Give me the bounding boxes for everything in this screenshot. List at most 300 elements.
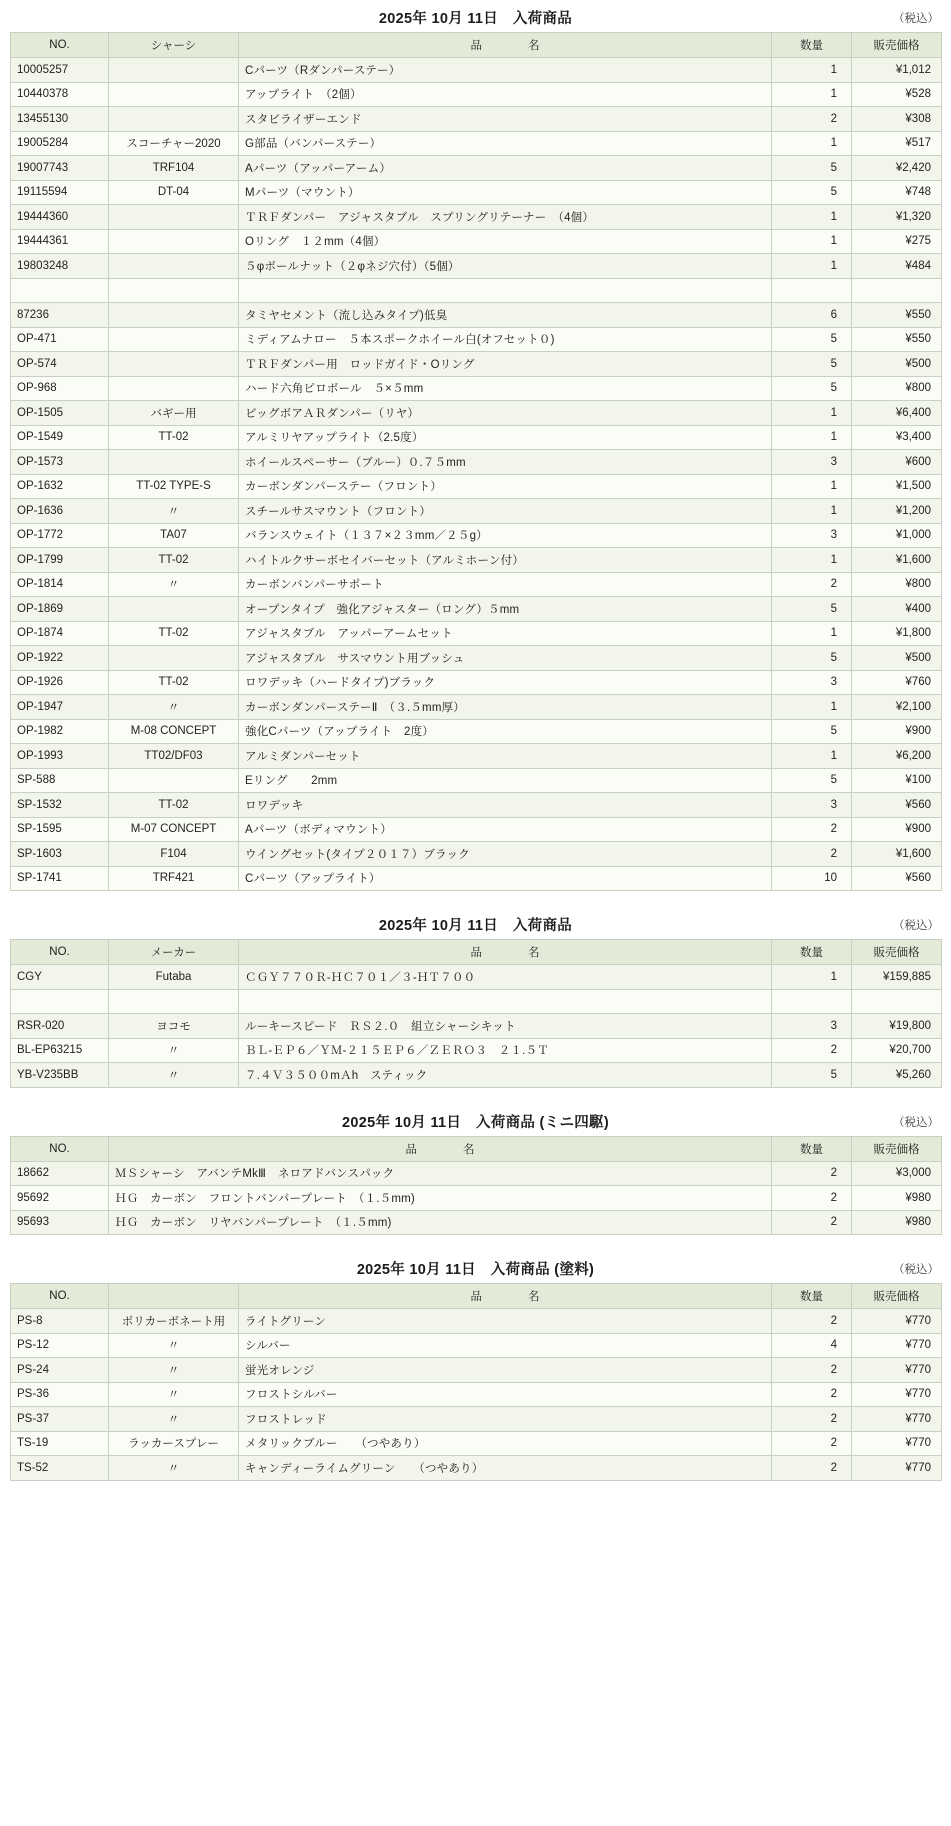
cell-name: ７.４Ｖ３５００mＡh スティック <box>239 1063 772 1088</box>
cell-chassis: DT-04 <box>109 180 239 205</box>
cell-no: SP-1741 <box>11 866 109 891</box>
cell-name: Eリング 2mm <box>239 768 772 793</box>
cell-name: ＢＬ-ＥＰ６／ＹＭ-２１５ＥＰ６／ＺＥＲＯ３ ２１.５Ｔ <box>239 1038 772 1063</box>
cell-chassis: TT-02 TYPE-S <box>109 474 239 499</box>
cell-name: ホイールスペーサー（ブルー）０.７５mm <box>239 450 772 475</box>
cell-name: Cパーツ（アップライト） <box>239 866 772 891</box>
cell-chassis: 〃 <box>109 1358 239 1383</box>
cell-chassis <box>109 646 239 671</box>
cell-qty: 5 <box>772 327 852 352</box>
cell-qty: 4 <box>772 1333 852 1358</box>
cell-chassis <box>109 205 239 230</box>
cell-price: ¥528 <box>852 82 942 107</box>
cell-name: Cパーツ（Rダンパーステー） <box>239 58 772 83</box>
section-header <box>10 1257 941 1283</box>
table-row <box>11 58 942 83</box>
cell-name: 強化Cパーツ（アップライト 2度） <box>239 719 772 744</box>
cell-qty <box>772 278 852 303</box>
cell-chassis <box>109 768 239 793</box>
cell-chassis: スコーチャー2020 <box>109 131 239 156</box>
cell-no: SP-1532 <box>11 793 109 818</box>
table-row <box>11 131 942 156</box>
cell-name: ＴＲＦダンパー アジャスタブル スプリングリテーナー （4個） <box>239 205 772 230</box>
section-title: 2025年 10月 11日 入荷商品 <box>378 918 573 934</box>
table-header-row <box>11 940 942 965</box>
table-row <box>11 499 942 524</box>
cell-qty: 2 <box>772 1456 852 1481</box>
cell-name: タミヤセメント（流し込みタイプ)低臭 <box>239 303 772 328</box>
table-header-row <box>11 33 942 58</box>
cell-no: SP-588 <box>11 768 109 793</box>
table-row <box>11 548 942 573</box>
table-row <box>11 1161 942 1186</box>
cell-chassis <box>109 376 239 401</box>
cell-price: ¥550 <box>852 303 942 328</box>
cell-chassis <box>109 229 239 254</box>
table-row <box>11 1333 942 1358</box>
cell-price: ¥275 <box>852 229 942 254</box>
table-row <box>11 670 942 695</box>
cell-chassis: TT-02 <box>109 670 239 695</box>
cell-qty: 2 <box>772 1309 852 1334</box>
cell-price: ¥1,200 <box>852 499 942 524</box>
cell-qty: 2 <box>772 1358 852 1383</box>
cell-chassis: 〃 <box>109 1038 239 1063</box>
cell-price: ¥484 <box>852 254 942 279</box>
cell-name: アップライト （2個） <box>239 82 772 107</box>
column-header-qty: 数量 <box>772 1136 852 1161</box>
cell-no: 87236 <box>11 303 109 328</box>
cell-qty: 2 <box>772 842 852 867</box>
cell-price: ¥3,400 <box>852 425 942 450</box>
cell-no: 19803248 <box>11 254 109 279</box>
cell-price: ¥770 <box>852 1382 942 1407</box>
cell-chassis: TT-02 <box>109 621 239 646</box>
cell-no: OP-1549 <box>11 425 109 450</box>
cell-no: 19115594 <box>11 180 109 205</box>
cell-chassis: F104 <box>109 842 239 867</box>
cell-no: BL-EP63215 <box>11 1038 109 1063</box>
cell-name: ハード六角ピロボール ５×５mm <box>239 376 772 401</box>
cell-name: Oリング １２mm（4個） <box>239 229 772 254</box>
cell-price <box>852 278 942 303</box>
cell-name: ＨＧ カーボン フロントバンパープレート （１.５mm) <box>109 1186 772 1211</box>
cell-price: ¥3,000 <box>852 1161 942 1186</box>
cell-name: ライトグリーン <box>239 1309 772 1334</box>
table-row <box>11 180 942 205</box>
cell-price: ¥800 <box>852 376 942 401</box>
cell-price: ¥980 <box>852 1186 942 1211</box>
cell-qty: 5 <box>772 719 852 744</box>
cell-price: ¥308 <box>852 107 942 132</box>
table-row <box>11 866 942 891</box>
cell-name: メタリックブルー （つやあり） <box>239 1431 772 1456</box>
cell-chassis <box>109 327 239 352</box>
cell-chassis <box>109 989 239 1014</box>
cell-chassis <box>109 82 239 107</box>
cell-name: ＭＳシャーシ アバンテMkⅢ ネロアドバンスパック <box>109 1161 772 1186</box>
cell-no: SP-1603 <box>11 842 109 867</box>
cell-qty: 3 <box>772 670 852 695</box>
cell-no: OP-1772 <box>11 523 109 548</box>
cell-name: フロストレッド <box>239 1407 772 1432</box>
table-row <box>11 817 942 842</box>
column-header-no: NO. <box>11 1284 109 1309</box>
cell-price: ¥2,420 <box>852 156 942 181</box>
cell-qty: 2 <box>772 1407 852 1432</box>
cell-no: 19444361 <box>11 229 109 254</box>
cell-name: カーボンバンパーサポート <box>239 572 772 597</box>
inventory-section <box>10 1110 941 1236</box>
cell-price: ¥1,012 <box>852 58 942 83</box>
cell-no: OP-1505 <box>11 401 109 426</box>
section-title: 2025年 10月 11日 入荷商品 (塗料) <box>356 1262 595 1278</box>
cell-name <box>239 278 772 303</box>
table-row <box>11 695 942 720</box>
table-spacer-row <box>11 989 942 1014</box>
table-row <box>11 352 942 377</box>
cell-no: OP-1814 <box>11 572 109 597</box>
inventory-table <box>10 1283 942 1481</box>
cell-chassis: TT02/DF03 <box>109 744 239 769</box>
inventory-table <box>10 939 942 1088</box>
cell-qty: 2 <box>772 1382 852 1407</box>
cell-qty: 5 <box>772 352 852 377</box>
column-header-chassis: メーカー <box>109 940 239 965</box>
cell-chassis: Futaba <box>109 965 239 990</box>
cell-qty: 2 <box>772 1038 852 1063</box>
cell-price: ¥400 <box>852 597 942 622</box>
cell-no: 10440378 <box>11 82 109 107</box>
cell-name: ウイングセット(タイプ２０１７）ブラック <box>239 842 772 867</box>
cell-price: ¥1,600 <box>852 548 942 573</box>
table-row <box>11 107 942 132</box>
column-header-price: 販売価格 <box>852 1284 942 1309</box>
cell-name: アジャスタブル アッパーアームセット <box>239 621 772 646</box>
cell-name: ５φボールナット（２φネジ穴付）（5個） <box>239 254 772 279</box>
column-header-qty: 数量 <box>772 1284 852 1309</box>
cell-no: CGY <box>11 965 109 990</box>
cell-qty: 1 <box>772 229 852 254</box>
cell-no: OP-968 <box>11 376 109 401</box>
cell-no: RSR-020 <box>11 1014 109 1039</box>
cell-name: Aパーツ（アッパーアーム） <box>239 156 772 181</box>
table-row <box>11 1186 942 1211</box>
cell-chassis: ポリカーボネート用 <box>109 1309 239 1334</box>
cell-price: ¥1,800 <box>852 621 942 646</box>
cell-qty: 2 <box>772 1210 852 1235</box>
cell-no: 95693 <box>11 1210 109 1235</box>
cell-chassis: TT-02 <box>109 793 239 818</box>
table-row <box>11 523 942 548</box>
column-header-qty: 数量 <box>772 940 852 965</box>
cell-price: ¥500 <box>852 646 942 671</box>
cell-chassis: 〃 <box>109 1456 239 1481</box>
cell-price: ¥500 <box>852 352 942 377</box>
table-row <box>11 621 942 646</box>
cell-chassis: 〃 <box>109 1407 239 1432</box>
cell-no: TS-52 <box>11 1456 109 1481</box>
cell-qty: 1 <box>772 58 852 83</box>
cell-name: ＣＧＹ７７０Ｒ-ＨＣ７０１／３-ＨＴ７００ <box>239 965 772 990</box>
cell-qty: 1 <box>772 205 852 230</box>
cell-price: ¥20,700 <box>852 1038 942 1063</box>
tax-note: （税込） <box>893 1264 939 1276</box>
table-row <box>11 597 942 622</box>
section-title: 2025年 10月 11日 入荷商品 <box>378 11 573 27</box>
cell-price: ¥770 <box>852 1333 942 1358</box>
column-header-name: 品 名 <box>239 33 772 58</box>
cell-name: 蛍光オレンジ <box>239 1358 772 1383</box>
section-title: 2025年 10月 11日 入荷商品 (ミニ四駆) <box>342 1114 609 1131</box>
cell-name: G部品（バンパーステー） <box>239 131 772 156</box>
cell-chassis: TRF421 <box>109 866 239 891</box>
cell-no: OP-471 <box>11 327 109 352</box>
cell-price: ¥100 <box>852 768 942 793</box>
cell-chassis <box>109 254 239 279</box>
inventory-section <box>10 1257 941 1481</box>
table-row <box>11 327 942 352</box>
table-row <box>11 205 942 230</box>
cell-name: カーボンダンパーステー（フロント） <box>239 474 772 499</box>
column-header-no: NO. <box>11 940 109 965</box>
cell-chassis: 〃 <box>109 695 239 720</box>
cell-price: ¥5,260 <box>852 1063 942 1088</box>
cell-price: ¥6,400 <box>852 401 942 426</box>
cell-qty: 1 <box>772 401 852 426</box>
table-row <box>11 401 942 426</box>
cell-no: PS-24 <box>11 1358 109 1383</box>
cell-qty: 1 <box>772 131 852 156</box>
table-row <box>11 1014 942 1039</box>
table-row <box>11 1431 942 1456</box>
cell-name: アジャスタブル サスマウント用ブッシュ <box>239 646 772 671</box>
cell-price: ¥980 <box>852 1210 942 1235</box>
cell-price: ¥760 <box>852 670 942 695</box>
cell-no: PS-36 <box>11 1382 109 1407</box>
cell-name: ロワデッキ <box>239 793 772 818</box>
cell-chassis <box>109 450 239 475</box>
cell-no: OP-1874 <box>11 621 109 646</box>
cell-name: シルバー <box>239 1333 772 1358</box>
cell-name: ルーキースピード ＲＳ２.０ 組立シャーシキット <box>239 1014 772 1039</box>
cell-name: アルミリヤアップライト（2.5度） <box>239 425 772 450</box>
cell-no: OP-1922 <box>11 646 109 671</box>
cell-no: 19444360 <box>11 205 109 230</box>
cell-qty: 3 <box>772 793 852 818</box>
column-header-price: 販売価格 <box>852 33 942 58</box>
cell-qty: 2 <box>772 1161 852 1186</box>
cell-price: ¥770 <box>852 1358 942 1383</box>
cell-name: ハイトルクサーボセイバーセット（アルミホーン付） <box>239 548 772 573</box>
cell-price: ¥900 <box>852 719 942 744</box>
cell-qty: 3 <box>772 523 852 548</box>
cell-name: アルミダンパーセット <box>239 744 772 769</box>
cell-name: オープンタイプ 強化アジャスター（ロング）５mm <box>239 597 772 622</box>
table-row <box>11 1358 942 1383</box>
table-row <box>11 768 942 793</box>
cell-price <box>852 989 942 1014</box>
cell-chassis: 〃 <box>109 1382 239 1407</box>
cell-qty: 2 <box>772 572 852 597</box>
cell-qty: 2 <box>772 1186 852 1211</box>
cell-chassis <box>109 597 239 622</box>
column-header-no: NO. <box>11 33 109 58</box>
cell-price: ¥517 <box>852 131 942 156</box>
cell-no: 95692 <box>11 1186 109 1211</box>
table-header-row <box>11 1284 942 1309</box>
table-row <box>11 376 942 401</box>
cell-chassis <box>109 278 239 303</box>
table-row <box>11 646 942 671</box>
table-row <box>11 425 942 450</box>
cell-name: バランスウェイト（１３７×２３mm／２５g） <box>239 523 772 548</box>
cell-no: OP-1636 <box>11 499 109 524</box>
cell-no: SP-1595 <box>11 817 109 842</box>
cell-qty: 2 <box>772 1431 852 1456</box>
table-row <box>11 82 942 107</box>
cell-no: OP-1869 <box>11 597 109 622</box>
cell-no: 18662 <box>11 1161 109 1186</box>
cell-qty: 5 <box>772 646 852 671</box>
cell-no: TS-19 <box>11 1431 109 1456</box>
cell-no: OP-1632 <box>11 474 109 499</box>
inventory-section <box>10 6 941 891</box>
inventory-table <box>10 32 942 891</box>
cell-chassis: 〃 <box>109 572 239 597</box>
cell-price: ¥600 <box>852 450 942 475</box>
cell-qty: 1 <box>772 82 852 107</box>
sections-container <box>10 6 941 1481</box>
table-row <box>11 1309 942 1334</box>
cell-price: ¥770 <box>852 1456 942 1481</box>
cell-qty: 1 <box>772 425 852 450</box>
cell-chassis: TT-02 <box>109 425 239 450</box>
table-row <box>11 572 942 597</box>
cell-price: ¥1,320 <box>852 205 942 230</box>
table-row <box>11 1038 942 1063</box>
cell-chassis: TT-02 <box>109 548 239 573</box>
cell-name: キャンディーライムグリーン （つやあり） <box>239 1456 772 1481</box>
cell-no: OP-574 <box>11 352 109 377</box>
table-row <box>11 1407 942 1432</box>
cell-no: PS-8 <box>11 1309 109 1334</box>
cell-chassis: TRF104 <box>109 156 239 181</box>
tax-note: （税込） <box>893 13 939 25</box>
cell-price: ¥770 <box>852 1431 942 1456</box>
cell-price: ¥900 <box>852 817 942 842</box>
column-header-chassis <box>109 1284 239 1309</box>
table-row <box>11 1382 942 1407</box>
inventory-table <box>10 1136 942 1236</box>
cell-qty: 1 <box>772 499 852 524</box>
column-header-price: 販売価格 <box>852 940 942 965</box>
cell-qty: 5 <box>772 180 852 205</box>
table-row <box>11 744 942 769</box>
cell-qty: 2 <box>772 817 852 842</box>
cell-name: フロストシルバー <box>239 1382 772 1407</box>
table-row <box>11 965 942 990</box>
cell-qty: 5 <box>772 1063 852 1088</box>
cell-price: ¥2,100 <box>852 695 942 720</box>
cell-no: OP-1982 <box>11 719 109 744</box>
cell-price: ¥550 <box>852 327 942 352</box>
cell-qty: 10 <box>772 866 852 891</box>
cell-qty: 1 <box>772 254 852 279</box>
cell-name <box>239 989 772 1014</box>
cell-price: ¥1,000 <box>852 523 942 548</box>
cell-price: ¥159,885 <box>852 965 942 990</box>
cell-name: カーボンダンパーステーⅡ （３.５mm厚） <box>239 695 772 720</box>
section-header <box>10 913 941 939</box>
cell-qty <box>772 989 852 1014</box>
cell-chassis: バギー用 <box>109 401 239 426</box>
cell-chassis: 〃 <box>109 1063 239 1088</box>
cell-name: スチールサスマウント（フロント） <box>239 499 772 524</box>
cell-qty: 5 <box>772 597 852 622</box>
table-row <box>11 1210 942 1235</box>
cell-chassis <box>109 303 239 328</box>
section-header <box>10 6 941 32</box>
cell-no: PS-37 <box>11 1407 109 1432</box>
cell-chassis: ヨコモ <box>109 1014 239 1039</box>
table-row <box>11 474 942 499</box>
table-row <box>11 254 942 279</box>
cell-name: ミディアムナロー ５本スポークホイール白(オフセット０) <box>239 327 772 352</box>
cell-no: 19005284 <box>11 131 109 156</box>
cell-qty: 1 <box>772 965 852 990</box>
table-row <box>11 450 942 475</box>
inventory-section <box>10 913 941 1088</box>
table-row <box>11 229 942 254</box>
cell-name: ＨＧ カーボン リヤバンパープレート （１.５mm) <box>109 1210 772 1235</box>
cell-no: OP-1993 <box>11 744 109 769</box>
cell-no: YB-V235BB <box>11 1063 109 1088</box>
cell-chassis: M-07 CONCEPT <box>109 817 239 842</box>
cell-chassis <box>109 107 239 132</box>
column-header-name: 品 名 <box>239 940 772 965</box>
cell-no: OP-1926 <box>11 670 109 695</box>
table-row <box>11 1063 942 1088</box>
section-header <box>10 1110 941 1136</box>
cell-qty: 5 <box>772 768 852 793</box>
table-spacer-row <box>11 278 942 303</box>
cell-no <box>11 278 109 303</box>
cell-qty: 3 <box>772 1014 852 1039</box>
cell-no: 13455130 <box>11 107 109 132</box>
table-row <box>11 1456 942 1481</box>
cell-price: ¥1,500 <box>852 474 942 499</box>
cell-chassis: TA07 <box>109 523 239 548</box>
cell-no: 19007743 <box>11 156 109 181</box>
cell-qty: 3 <box>772 450 852 475</box>
tax-note: （税込） <box>893 1116 939 1129</box>
cell-name: ＴＲＦダンパー用 ロッドガイド・Oリング <box>239 352 772 377</box>
table-row <box>11 719 942 744</box>
cell-qty: 6 <box>772 303 852 328</box>
cell-no: 10005257 <box>11 58 109 83</box>
cell-price: ¥1,600 <box>852 842 942 867</box>
column-header-chassis: シャーシ <box>109 33 239 58</box>
cell-no: OP-1947 <box>11 695 109 720</box>
cell-price: ¥748 <box>852 180 942 205</box>
cell-chassis: M-08 CONCEPT <box>109 719 239 744</box>
cell-price: ¥560 <box>852 793 942 818</box>
cell-qty: 5 <box>772 156 852 181</box>
cell-qty: 1 <box>772 474 852 499</box>
table-row <box>11 156 942 181</box>
table-header-row <box>11 1136 942 1161</box>
